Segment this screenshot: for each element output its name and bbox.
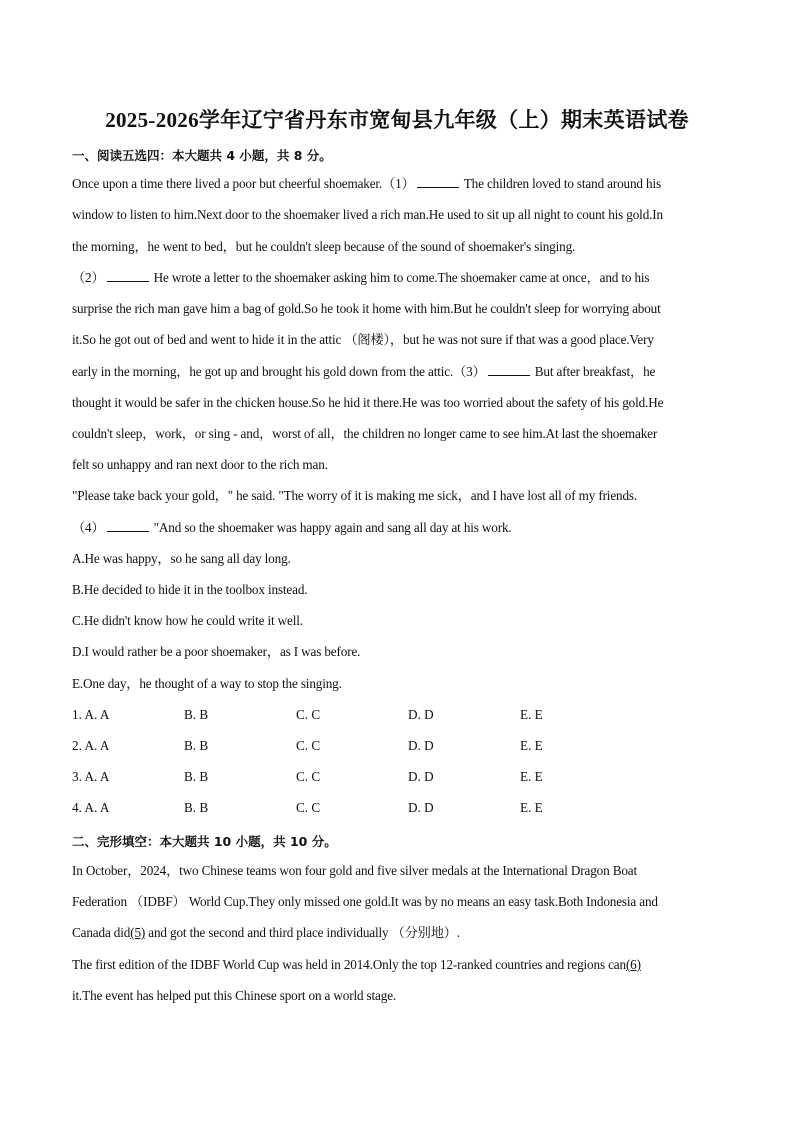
passage-text: The first edition of the IDBF World Cup was held in 2014.Only the top 12-ranked countries and regions can xyxy=(72,957,626,972)
choice-d[interactable]: D. D xyxy=(408,769,434,784)
choice-a[interactable]: 1. A. A xyxy=(72,707,110,722)
choice-c[interactable]: C. C xyxy=(296,769,321,784)
passage-line xyxy=(72,925,722,941)
passage-line xyxy=(72,270,722,286)
choice-a[interactable]: 4. A. A xyxy=(72,800,110,815)
choice-e[interactable]: E. E xyxy=(520,769,543,784)
choice-e[interactable]: E. E xyxy=(520,800,543,815)
choice-d[interactable]: D. D xyxy=(408,707,434,722)
choice-b[interactable]: B. B xyxy=(184,769,209,784)
page-title: 2025-2026学年辽宁省丹东市宽甸县九年级（上）期末英语试卷 xyxy=(105,108,689,132)
passage-text: He wrote a letter to the shoemaker asking him to come.The shoemaker came at once，and to his xyxy=(150,270,650,285)
passage-text: Canada did xyxy=(72,925,131,940)
blank-2[interactable] xyxy=(107,270,149,282)
passage-line: it.The event has helped put this Chinese sport on a world stage. xyxy=(72,988,397,1003)
passage-text: "And so the shoemaker was happy again and sang all day at his work. xyxy=(150,520,512,535)
choice-e[interactable]: E. E xyxy=(520,707,543,722)
passage-line: felt so unhappy and ran next door to the rich man. xyxy=(72,457,328,472)
option-c: C.He didn't know how he could write it well. xyxy=(72,613,303,628)
choice-a[interactable]: 2. A. A xyxy=(72,738,110,753)
option-e: E.One day，he thought of a way to stop the singing. xyxy=(72,676,342,691)
passage-line xyxy=(72,364,722,380)
passage-line: the morning，he went to bed，but he couldn't sleep because of the sound of shoemaker's singing. xyxy=(72,239,576,254)
passage-line: "Please take back your gold，" he said. "The worry of it is making me sick，and I have lost all of my friends. xyxy=(72,488,638,503)
blank-5[interactable]: (5) xyxy=(130,925,146,940)
passage-line: couldn't sleep，work，or sing - and，worst of all，the children no longer came to see him.At last the shoemaker xyxy=(72,426,658,441)
option-d: D.I would rather be a poor shoemaker，as I was before. xyxy=(72,644,361,659)
passage-text: But after breakfast，he xyxy=(531,364,656,379)
passage-text: （2） xyxy=(72,270,105,285)
passage-line: it.So he got out of bed and went to hide it in the attic （阁楼），but he was not sure if that was a good place.Very xyxy=(72,332,654,347)
blank-6[interactable]: (6) xyxy=(625,957,641,972)
passage-line: surprise the rich man gave him a bag of gold.So he took it home with him.But he couldn't sleep for worrying about xyxy=(72,301,661,316)
choice-b[interactable]: B. B xyxy=(184,707,209,722)
choice-c[interactable]: C. C xyxy=(296,800,321,815)
passage-line: Federation （IDBF） World Cup.They only missed one gold.It was by no means an easy task.Both Indonesia and xyxy=(72,894,658,909)
choice-a[interactable]: 3. A. A xyxy=(72,769,110,784)
choice-e[interactable]: E. E xyxy=(520,738,543,753)
option-b: B.He decided to hide it in the toolbox instead. xyxy=(72,582,308,597)
passage-text: and got the second and third place individually （分别地）. xyxy=(145,925,460,940)
choice-d[interactable]: D. D xyxy=(408,800,434,815)
choice-d[interactable]: D. D xyxy=(408,738,434,753)
choice-b[interactable]: B. B xyxy=(184,800,209,815)
passage-line: In October，2024，two Chinese teams won four gold and five silver medals at the International Dragon Boat xyxy=(72,863,638,878)
passage-text: （4） xyxy=(72,520,105,535)
passage-line xyxy=(72,957,722,973)
section-2-heading: 二、完形填空：本大题共 10 小题，共 10 分。 xyxy=(72,834,337,849)
blank-3[interactable] xyxy=(488,364,530,376)
blank-4[interactable] xyxy=(107,520,149,532)
passage-line xyxy=(72,176,722,192)
passage-text: The children loved to stand around his xyxy=(460,176,661,191)
passage-text: Once upon a time there lived a poor but cheerful shoemaker.（1） xyxy=(72,176,415,191)
passage-line xyxy=(72,520,722,536)
choice-b[interactable]: B. B xyxy=(184,738,209,753)
section-1-heading: 一、阅读五选四：本大题共 4 小题，共 8 分。 xyxy=(72,148,332,163)
blank-1[interactable] xyxy=(417,176,459,188)
passage-text: early in the morning，he got up and brought his gold down from the attic.（3） xyxy=(72,364,486,379)
passage-line: thought it would be safer in the chicken house.So he hid it there.He was too worried about the safety of his gold.He xyxy=(72,395,664,410)
option-a: A.He was happy，so he sang all day long. xyxy=(72,551,291,566)
passage-line: window to listen to him.Next door to the shoemaker lived a rich man.He used to sit up all night to count his gold.In xyxy=(72,207,663,222)
choice-c[interactable]: C. C xyxy=(296,707,321,722)
choice-c[interactable]: C. C xyxy=(296,738,321,753)
